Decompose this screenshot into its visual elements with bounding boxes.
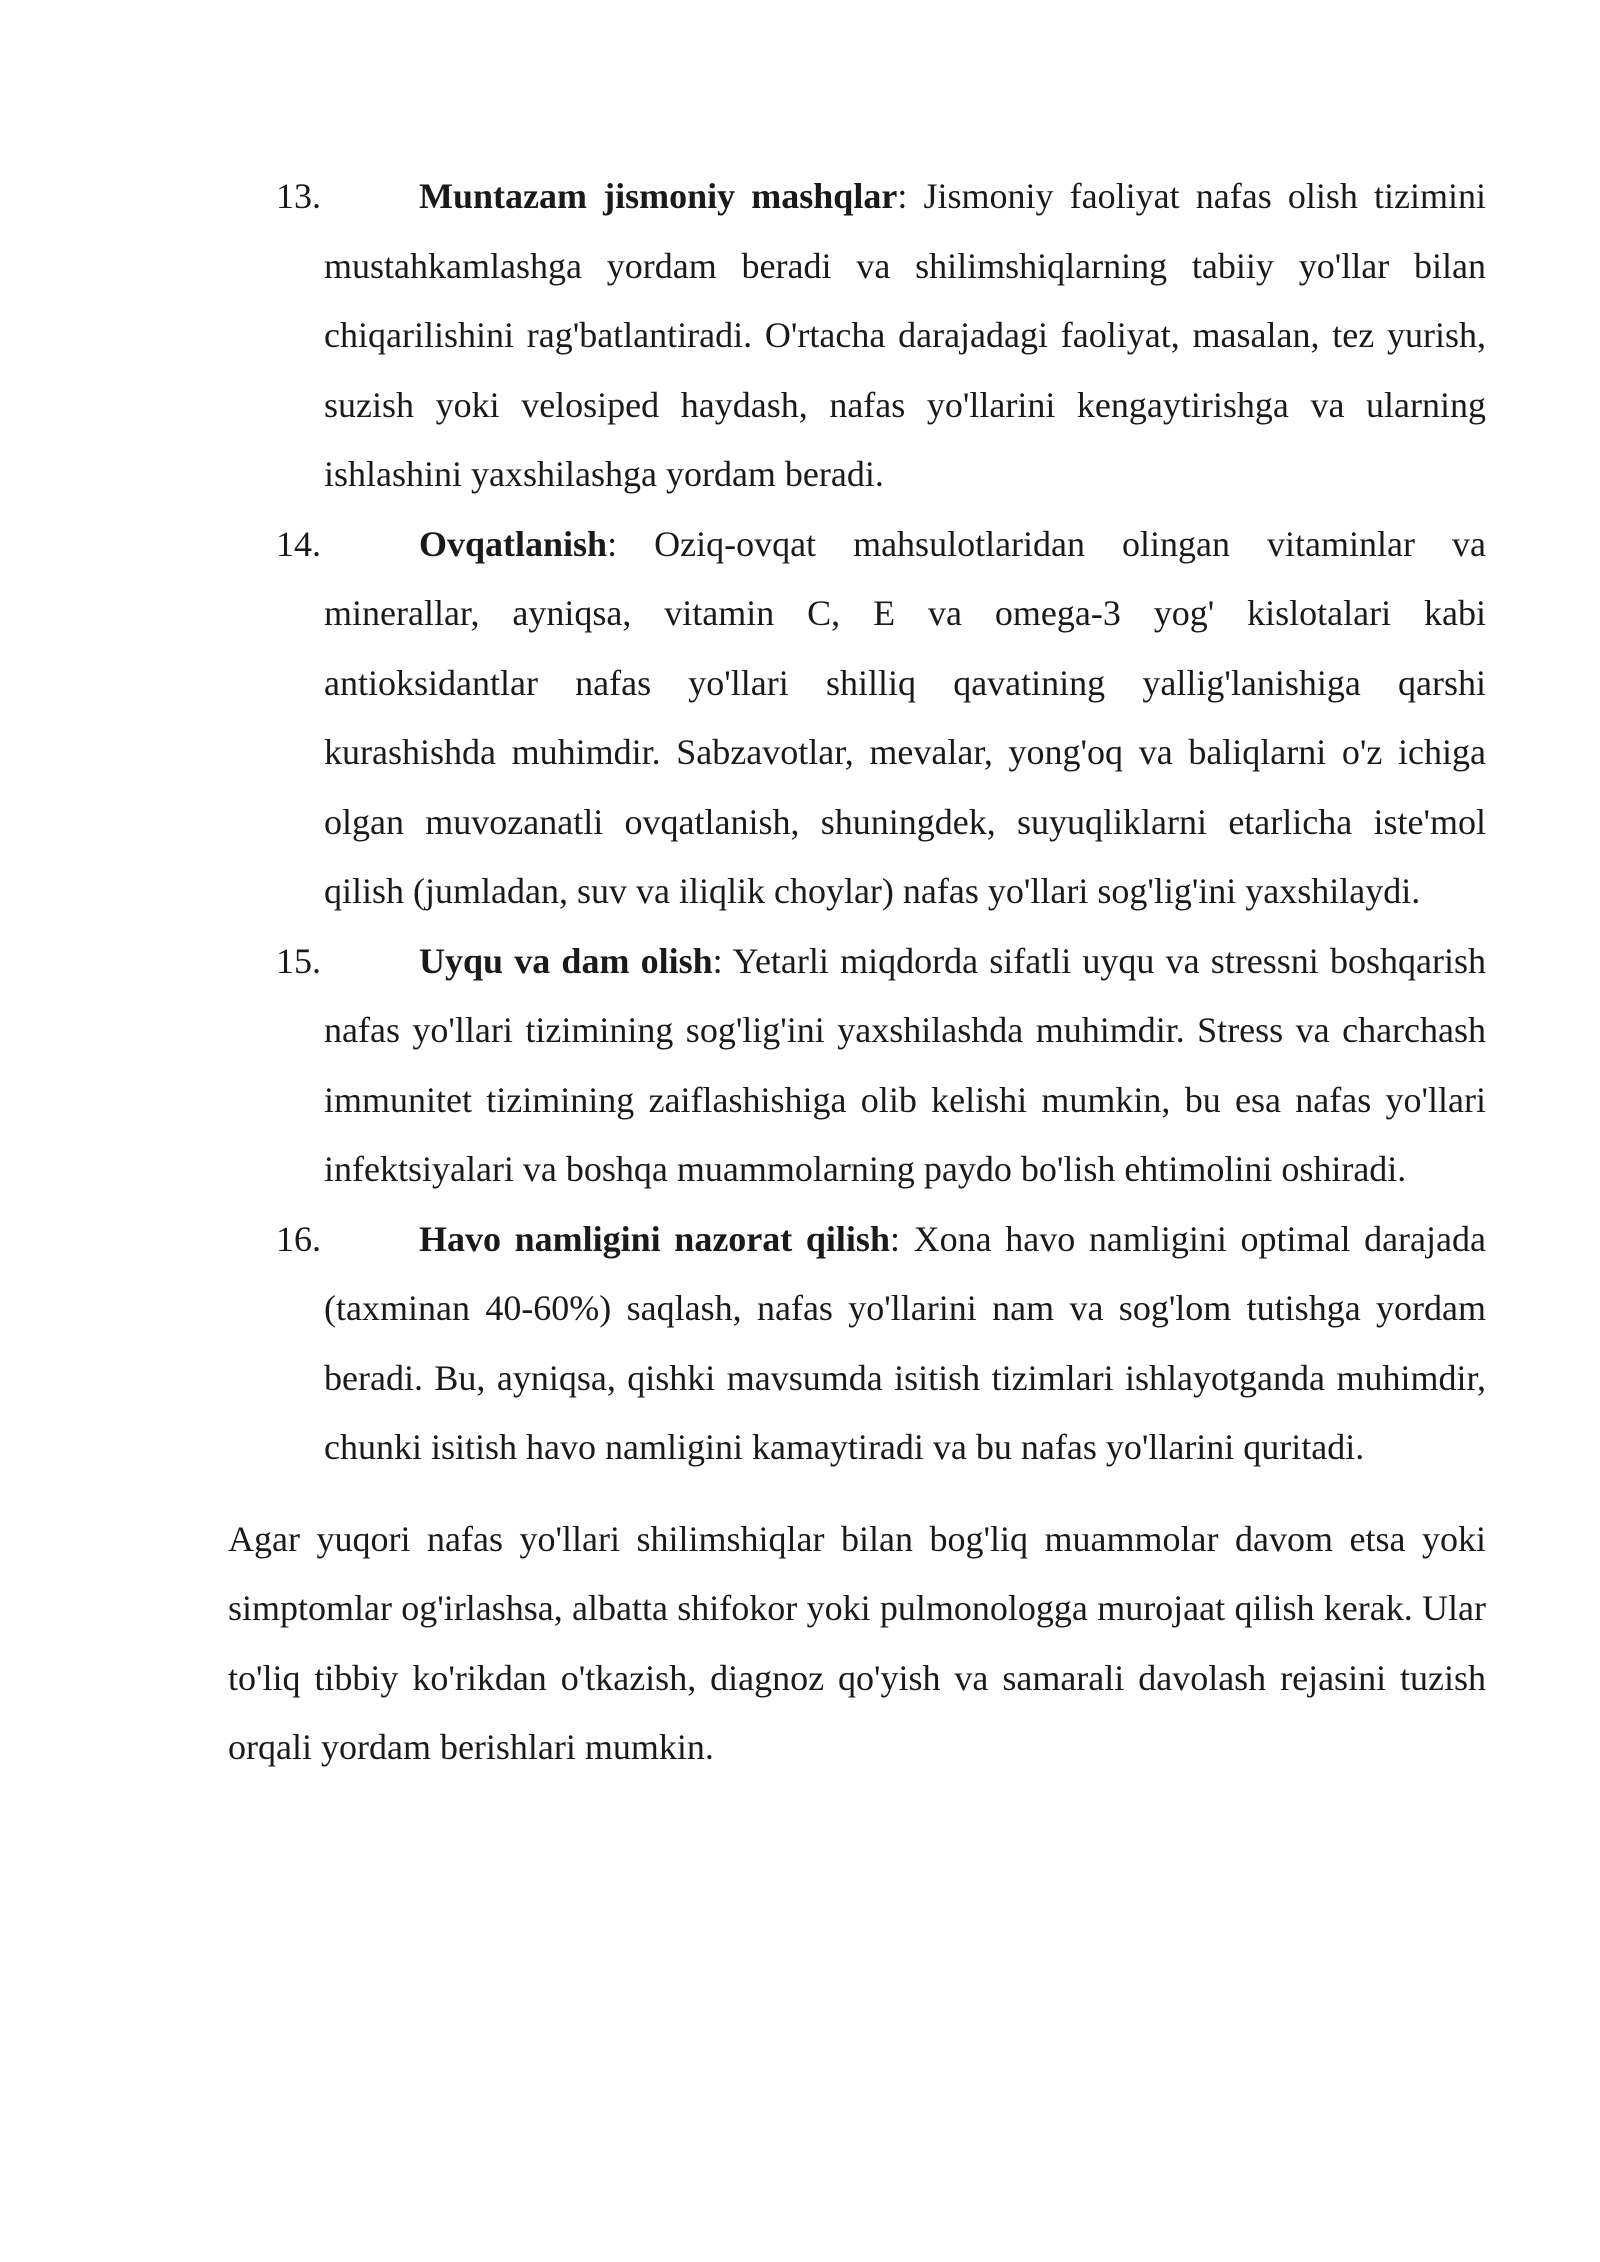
list-item-15 bbox=[228, 927, 1486, 1205]
list-item-separator: : bbox=[712, 940, 723, 981]
page-content bbox=[228, 162, 1486, 1819]
list-item-number: 16. bbox=[276, 1218, 321, 1259]
list-item-body: Yetarli miqdorda sifatli uyqu va stressni boshqarish nafas yo'llari tizimining sog'lig'ini yaxshilashda muhimdir. Stress va charchash immunitet tizimining zaiflashishiga olib kelishi mumkin, bu esa nafas yo'llari infektsiyalari va boshqa muammolarning paydo bo'lish ehtimolini oshiradi. bbox=[324, 940, 1486, 1189]
list-item-title: Ovqatlanish bbox=[419, 523, 608, 564]
closing-paragraph: Agar yuqori nafas yo'llari shilimshiqlar bilan bog'liq muammolar davom etsa yoki simptomlar og'irlashsa, albatta shifokor yoki pulmonologga murojaat qilish kerak. Ular to'liq tibbiy ko'rikdan o'tkazish, diagnoz qo'yish va samarali davolash rejasini tuzish orqali yordam berishlari mumkin. bbox=[228, 1518, 1486, 1767]
list-item-title: Uyqu va dam olish bbox=[419, 940, 713, 981]
list-item-separator: : bbox=[897, 176, 908, 216]
list-item-number: 14. bbox=[276, 523, 321, 564]
list-item-title: Muntazam jismoniy mashqlar bbox=[419, 176, 898, 216]
list-item-body: Oziq-ovqat mahsulotlaridan olingan vitaminlar va minerallar, ayniqsa, vitamin C, E va omega-3 yog' kislotalari kabi antioksidantlar nafas yo'llari shilliq qavatining yallig'lanishiga qarshi kurashishda muhimdir. Sabzavotlar, mevalar, yong'oq va baliqlarni o'z ichiga olgan muvozanatli ovqatlanish, shuningdek, suyuqliklarni etarlicha iste'mol qilish (jumladan, suv va iliqlik choylar) nafas yo'llari sog'lig'ini yaxshilaydi. bbox=[324, 523, 1486, 911]
list-item-body: Jismoniy faoliyat nafas olish tizimini mustahkamlashga yordam beradi va shilimshiqlarning tabiiy yo'llar bilan chiqarilishini rag'batlantiradi. O'rtacha darajadagi faoliyat, masalan, tez yurish, suzish yoki velosiped haydash, nafas yo'llarini kengaytirishga va ularning ishlashini yaxshilashga yordam beradi. bbox=[324, 176, 1487, 494]
list-item-number: 15. bbox=[276, 940, 321, 981]
list-item-title: Havo namligini nazorat qilish bbox=[419, 1218, 890, 1259]
list-item-number: 13. bbox=[276, 176, 321, 216]
list-item-13 bbox=[228, 162, 1486, 510]
list-item-separator: : bbox=[889, 1218, 900, 1259]
list-item-14 bbox=[228, 510, 1486, 927]
list-item-body: Xona havo namligini optimal darajada (taxminan 40-60%) saqlash, nafas yo'llarini nam va sog'lom tutishga yordam beradi. Bu, ayniqsa, qishki mavsumda isitish tizimlari ishlayotganda muhimdir, chunki isitish havo namligini kamaytiradi va bu nafas yo'llarini quritadi. bbox=[324, 1218, 1486, 1467]
list-item-16 bbox=[228, 1205, 1486, 1483]
list-item-separator: : bbox=[607, 523, 618, 564]
